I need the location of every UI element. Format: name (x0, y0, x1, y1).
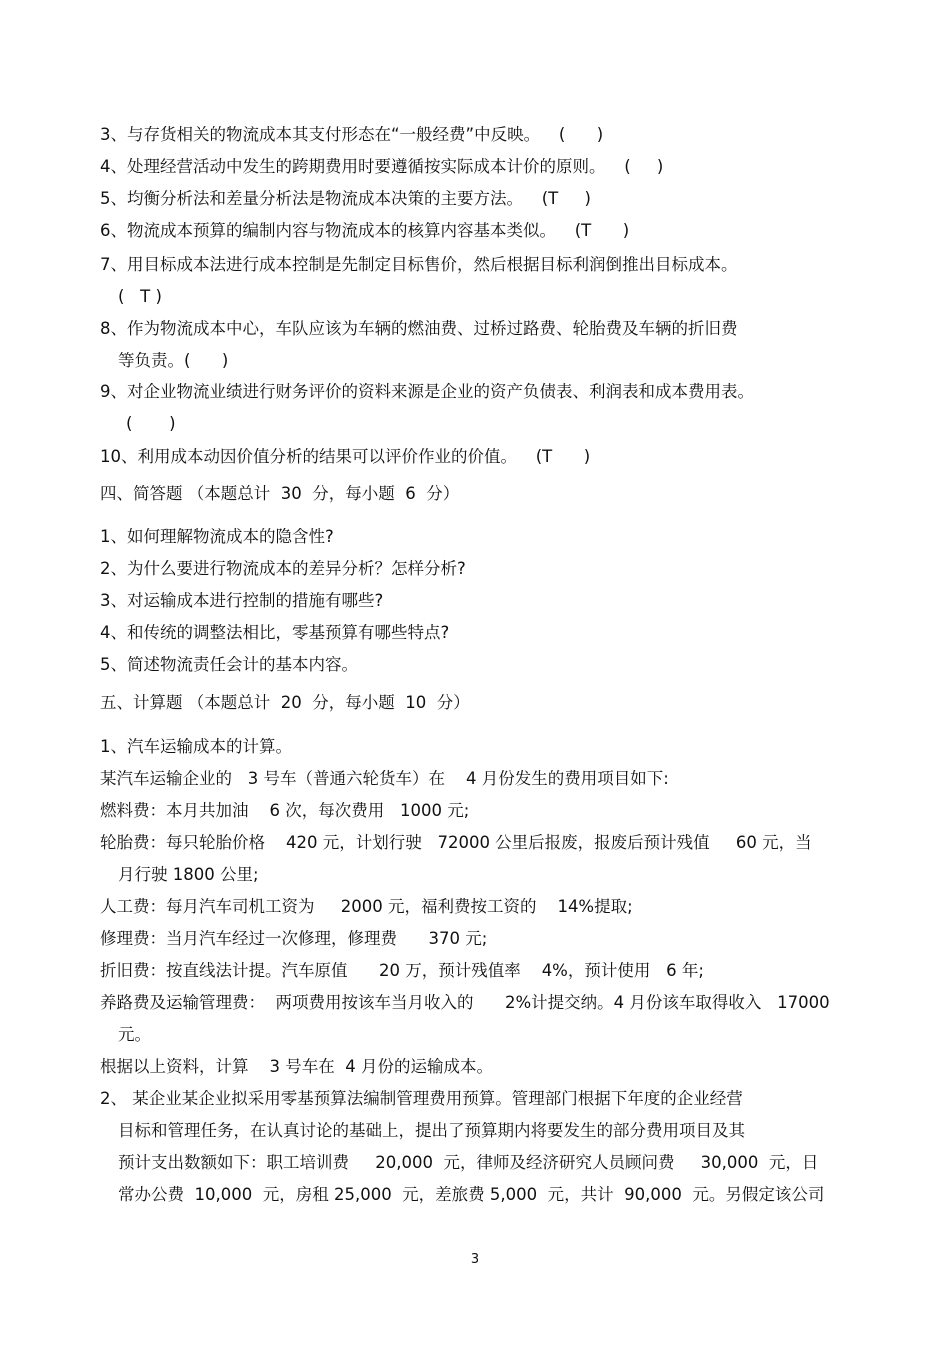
short-question-3: 3、对运输成本进行控制的措施有哪些? (100, 591, 384, 610)
item-9-statement: 9、对企业物流业绩进行财务评价的资料来源是企业的资产负债表、利润表和成本费用表。 (100, 382, 754, 401)
item-10-statement: 10、利用成本动因价值分析的结果可以评价作业的价值。 (T ) (100, 447, 591, 466)
item-4-statement: 4、处理经营活动中发生的跨期费用时要遵循按实际成本计价的原则。 ( ) (100, 157, 664, 176)
item-6-statement: 6、物流成本预算的编制内容与物流成本的核算内容基本类似。 (T ) (100, 221, 630, 240)
item-8-continuation: 等负责。( ) (118, 351, 229, 370)
item-3-statement: 3、与存货相关的物流成本其支付形态在“一般经费”中反映。 ( ) (100, 125, 604, 144)
calc-question-2-line-4: 常办公费 10,000 元，房租 25,000 元，差旅费 5,000 元，共计 90,000 元。另假定该公司 (118, 1185, 825, 1204)
calc-1-tires-continuation: 月行驶 1800 公里; (118, 865, 259, 884)
calc-1-intro: 某汽车运输企业的 3 号车（普通六轮货车）在 4 月份发生的费用项目如下: (100, 769, 669, 788)
calc-1-depreciation: 折旧费：按直线法计提。汽车原值 20 万，预计残值率 4%，预计使用 6 年; (100, 961, 704, 980)
short-question-4: 4、和传统的调整法相比，零基预算有哪些特点? (100, 623, 450, 642)
section-4-heading: 四、简答题 （本题总计 30 分，每小题 6 分） (100, 484, 460, 503)
calc-1-road-fees-continuation: 元。 (118, 1025, 151, 1044)
calc-1-task: 根据以上资料，计算 3 号车在 4 月份的运输成本。 (100, 1057, 493, 1076)
calc-1-tires: 轮胎费：每只轮胎价格 420 元，计划行驶 72000 公里后报废，报废后预计残值 60 元，当 (100, 833, 812, 852)
item-7-answer: ( T ) (118, 287, 162, 306)
calc-1-repair: 修理费：当月汽车经过一次修理，修理费 370 元; (100, 929, 488, 948)
calc-1-fuel: 燃料费：本月共加油 6 次，每次费用 1000 元; (100, 801, 470, 820)
calc-question-2-line-2: 目标和管理任务，在认真讨论的基础上，提出了预算期内将要发生的部分费用项目及其 (118, 1121, 745, 1140)
item-7-statement: 7、用目标成本法进行成本控制是先制定目标售价，然后根据目标利润倒推出目标成本。 (100, 255, 738, 274)
calc-question-2-line-1: 2、 某企业某企业拟采用零基预算法编制管理费用预算。管理部门根据下年度的企业经营 (100, 1089, 743, 1108)
calc-1-labor: 人工费：每月汽车司机工资为 2000 元，福利费按工资的 14%提取; (100, 897, 633, 916)
page-number: 3 (470, 1252, 480, 1267)
item-8-statement: 8、作为物流成本中心，车队应该为车辆的燃油费、过桥过路费、轮胎费及车辆的折旧费 (100, 319, 738, 338)
calc-1-road-fees: 养路费及运输管理费： 两项费用按该车当月收入的 2%计提交纳。4 月份该车取得收入 17000 (100, 993, 830, 1012)
item-5-statement: 5、均衡分析法和差量分析法是物流成本决策的主要方法。 (T ) (100, 189, 591, 208)
short-question-2: 2、为什么要进行物流成本的差异分析？怎样分析? (100, 559, 466, 578)
section-5-heading: 五、计算题 （本题总计 20 分，每小题 10 分） (100, 693, 470, 712)
item-9-answer: ( ) (126, 414, 176, 433)
short-question-5: 5、简述物流责任会计的基本内容。 (100, 655, 358, 674)
calc-question-2-line-3: 预计支出数额如下：职工培训费 20,000 元，律师及经济研究人员顾问费 30,000 元，日 (118, 1153, 819, 1172)
short-question-1: 1、如何理解物流成本的隐含性? (100, 527, 334, 546)
calc-question-1-title: 1、汽车运输成本的计算。 (100, 737, 292, 756)
